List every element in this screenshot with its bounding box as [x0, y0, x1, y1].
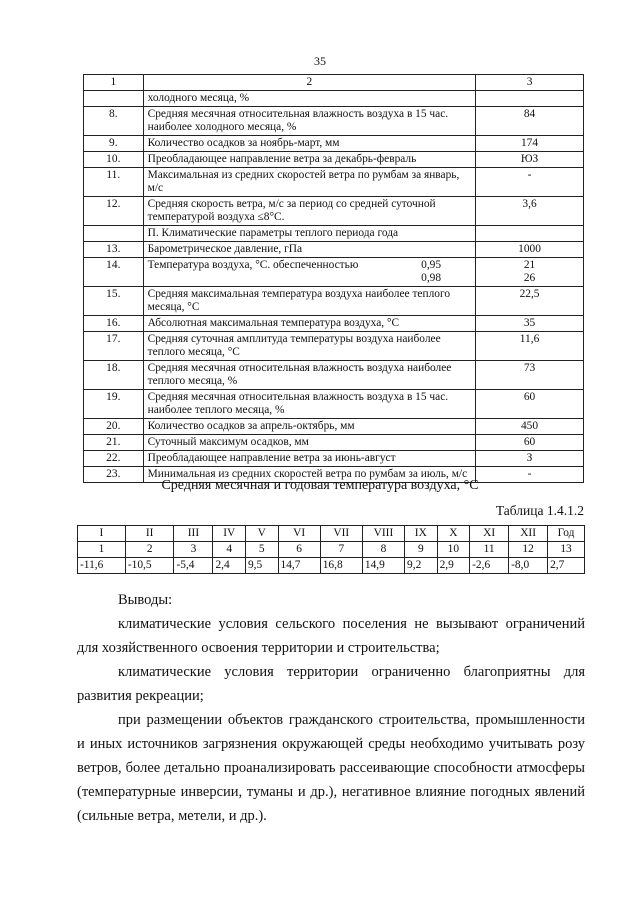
temperature-cell: 9,5 [245, 558, 278, 574]
header-cell: 3 [476, 75, 584, 91]
row-number: 22. [84, 451, 144, 467]
row-description: Барометрическое давление, гПа [143, 242, 475, 258]
table-row [84, 258, 584, 287]
month-cell: II [125, 526, 174, 542]
table-row [84, 332, 584, 361]
temperature-cell: 14,9 [362, 558, 404, 574]
index-cell: 7 [320, 542, 362, 558]
row-number: 20. [84, 419, 144, 435]
conclusion-paragraph-3: при размещении объектов гражданского строительства, промышленности и иных источников загрязнения окружающей среды необходимо учитывать розу ветров, более детально проанализировать рассеивающие способности атмосферы (температурные инверсии, туманы и др.), негативное влияние погодных явлений (сильные ветра, метели, и др.). [77, 712, 585, 824]
row-value: З [476, 451, 584, 467]
table-number: Таблица 1.4.1.2 [495, 503, 584, 518]
row-description: Средняя скорость ветра, м/с за период со средней суточной температурой воздуха ≤8°С. [143, 197, 475, 226]
index-cell: 12 [509, 542, 548, 558]
row-number: 8. [84, 107, 144, 136]
row-description: Абсолютная максимальная температура воздуха, °С [143, 316, 475, 332]
climate-parameters-table [83, 74, 584, 483]
row-value [476, 91, 584, 107]
row-description: Количество осадков за ноябрь-март, мм [143, 136, 475, 152]
row-description-text: Температура воздуха, °С. обеспеченностью [147, 259, 359, 271]
row-number: 16. [84, 316, 144, 332]
row-number: 10. [84, 152, 144, 168]
row-number: 21. [84, 435, 144, 451]
month-cell: XII [509, 526, 548, 542]
row-description: Средняя максимальная температура воздуха наиболее теплого месяца, °С [143, 287, 475, 316]
row-number: 15. [84, 287, 144, 316]
temperature-cell: -10,5 [125, 558, 174, 574]
index-cell: 3 [174, 542, 213, 558]
table-row [84, 242, 584, 258]
month-cell: III [174, 526, 213, 542]
row-value: ЮЗ [476, 152, 584, 168]
row-description: Минимальная из средних скоростей ветра по румбам за июль, м/с [143, 467, 475, 483]
row-number: 11. [84, 168, 144, 197]
temperature-cell: 14,7 [278, 558, 320, 574]
row-value: 11,6 [476, 332, 584, 361]
table-row [84, 435, 584, 451]
row-value: 84 [476, 107, 584, 136]
row-value [476, 226, 584, 242]
table-row [84, 361, 584, 390]
index-cell: 9 [405, 542, 438, 558]
index-cell: 10 [437, 542, 470, 558]
value-095: 21 [523, 259, 536, 271]
month-cell: IV [213, 526, 246, 542]
temperature-table [77, 525, 585, 574]
index-cell: 8 [362, 542, 404, 558]
month-cell: X [437, 526, 470, 542]
table-row [84, 152, 584, 168]
temperature-table-caption: Средняя месячная и годовая температура воздуха, °С [161, 478, 479, 493]
row-description: Средняя месячная относительная влажность воздуха в 15 час. наиболее теплого месяца, % [143, 390, 475, 419]
month-cell: I [78, 526, 126, 542]
index-cell: 1 [78, 542, 126, 558]
month-cell: XI [470, 526, 509, 542]
month-cell: VIII [362, 526, 404, 542]
temperature-cell: -5,4 [174, 558, 213, 574]
index-cell: 13 [548, 542, 585, 558]
header-cell: 2 [143, 75, 475, 91]
row-value: 450 [476, 419, 584, 435]
row-number: 14. [84, 258, 144, 287]
row-number: 13. [84, 242, 144, 258]
row-value: 60 [476, 390, 584, 419]
row-description: Максимальная из средних скоростей ветра по румбам за январь, м/с [143, 168, 475, 197]
index-cell: 2 [125, 542, 174, 558]
index-cell: 4 [213, 542, 246, 558]
row-description: Преобладающее направление ветра за декабрь-февраль [143, 152, 475, 168]
table-row [84, 390, 584, 419]
index-row [78, 542, 585, 558]
row-description [143, 258, 475, 287]
row-value: - [476, 168, 584, 197]
temperature-values-row [78, 558, 585, 574]
month-cell: V [245, 526, 278, 542]
table-row [84, 451, 584, 467]
row-value: - [476, 467, 584, 483]
probability-095: 0,95 [421, 259, 442, 271]
table-section-row [84, 226, 584, 242]
index-cell: 11 [470, 542, 509, 558]
row-value: 22,5 [476, 287, 584, 316]
row-description: холодного месяца, % [143, 91, 475, 107]
temperature-cell: -8,0 [509, 558, 548, 574]
row-number: 17. [84, 332, 144, 361]
conclusion-paragraph-1: климатические условия сельского поселения не вызывают ограничений для хозяйственного освоения территории и строительства; [77, 616, 585, 656]
conclusion-paragraph-2: климатические условия территории ограниченно благоприятны для развития рекреации; [77, 664, 585, 704]
temperature-cell: 2,7 [548, 558, 585, 574]
row-number: 23. [84, 467, 144, 483]
temperature-cell: 2,4 [213, 558, 246, 574]
table-row [84, 197, 584, 226]
month-cell: IX [405, 526, 438, 542]
month-cell: VI [278, 526, 320, 542]
row-description: Средняя суточная амплитуда температуры воздуха наиболее теплого месяца, °С [143, 332, 475, 361]
temperature-cell: 9,2 [405, 558, 438, 574]
table-row [84, 168, 584, 197]
row-description: Средняя месячная относительная влажность воздуха наиболее теплого месяца, % [143, 361, 475, 390]
row-description: Количество осадков за апрель-октябрь, мм [143, 419, 475, 435]
value-098: 26 [523, 272, 536, 284]
row-number [84, 226, 144, 242]
table-row [84, 136, 584, 152]
row-number: 12. [84, 197, 144, 226]
page-number: 35 [314, 54, 326, 68]
temperature-cell: -2,6 [470, 558, 509, 574]
row-value: 3,6 [476, 197, 584, 226]
table-row [84, 419, 584, 435]
conclusions-heading: Выводы: [118, 592, 173, 608]
table-row [84, 91, 584, 107]
temperature-cell: -11,6 [78, 558, 126, 574]
row-value [476, 258, 584, 287]
temperature-cell: 16,8 [320, 558, 362, 574]
row-description: Преобладающее направление ветра за июнь-август [143, 451, 475, 467]
table-row [84, 287, 584, 316]
row-description: Средняя месячная относительная влажность воздуха в 15 час. наиболее холодного месяца, % [143, 107, 475, 136]
row-number: 9. [84, 136, 144, 152]
index-cell: 5 [245, 542, 278, 558]
month-header-row [78, 526, 585, 542]
month-cell: VII [320, 526, 362, 542]
temperature-cell: 2,9 [437, 558, 470, 574]
row-number: 18. [84, 361, 144, 390]
row-description: Суточный максимум осадков, мм [143, 435, 475, 451]
row-value: 60 [476, 435, 584, 451]
probability-098: 0,98 [421, 272, 442, 284]
table-row [84, 316, 584, 332]
month-cell: Год [548, 526, 585, 542]
row-value: 35 [476, 316, 584, 332]
section-heading: П. Климатические параметры теплого периода года [143, 226, 475, 242]
table-header-row [84, 75, 584, 91]
row-number: 19. [84, 390, 144, 419]
header-cell: 1 [84, 75, 144, 91]
row-number [84, 91, 144, 107]
row-value: 174 [476, 136, 584, 152]
row-value: 1000 [476, 242, 584, 258]
row-value: 73 [476, 361, 584, 390]
table-row [84, 107, 584, 136]
index-cell: 6 [278, 542, 320, 558]
